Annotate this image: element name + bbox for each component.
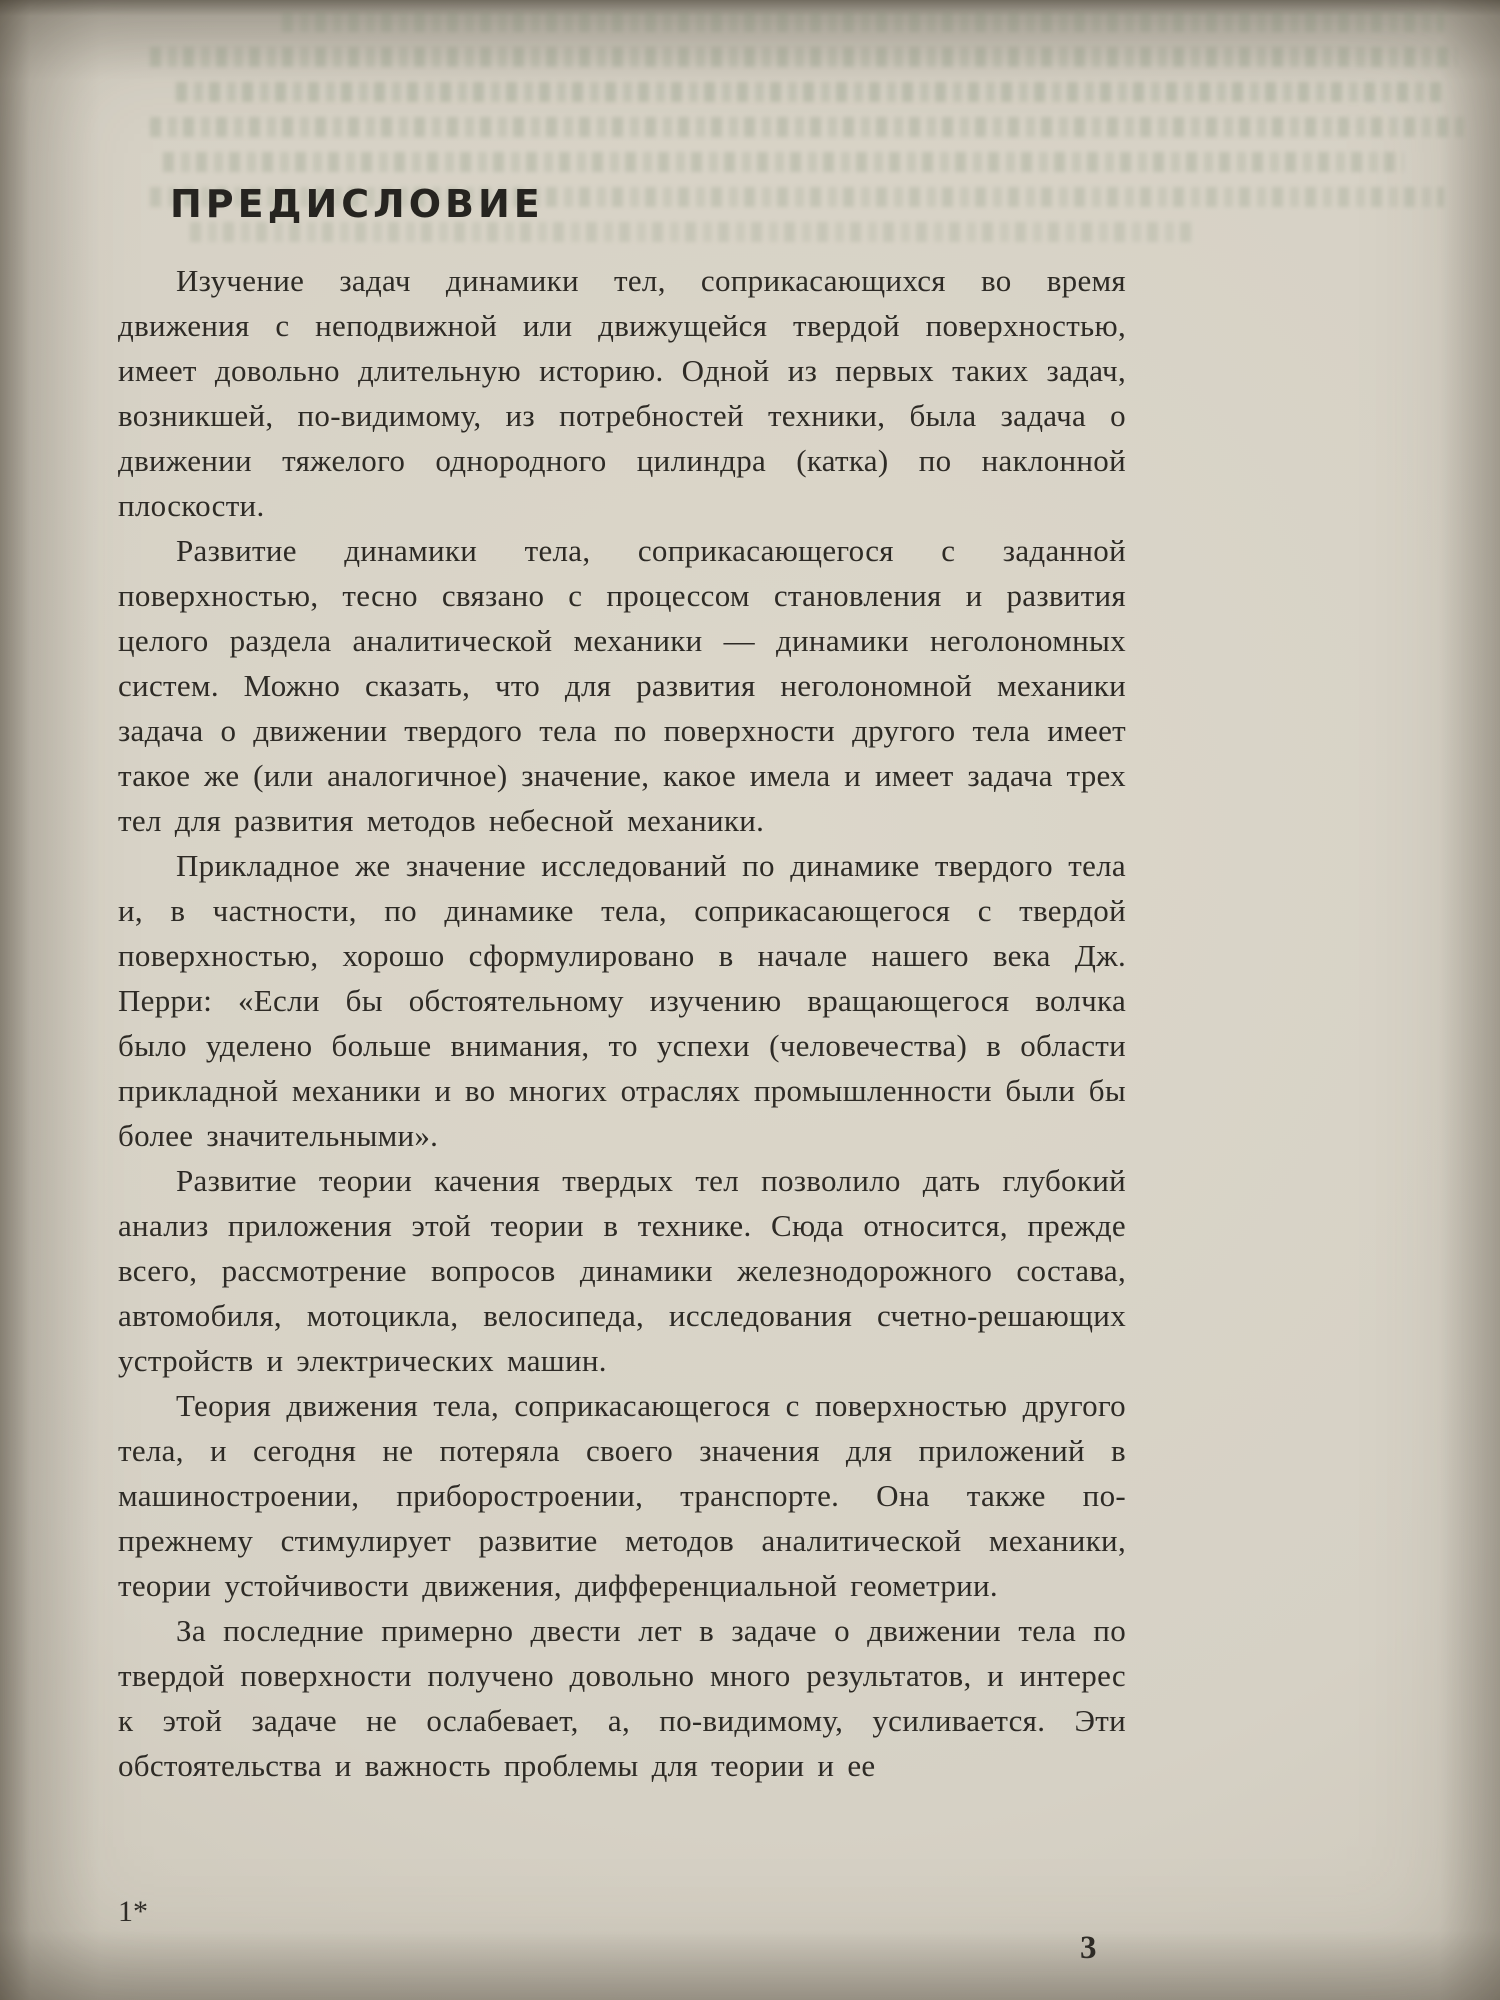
bleedthrough-line — [150, 47, 1457, 67]
bleedthrough-line — [163, 152, 1404, 172]
preface-paragraph-6: За последние примерно двести лет в задаче о движении тела по твердой поверхности получено довольно много результатов, и интерес к этой задаче не ослабевает, а, по-видимому, усиливается. Эти обстоятельства и важность проблемы для теории и ее — [118, 1613, 1126, 1783]
page-number: 3 — [1080, 1930, 1097, 1966]
preface-body — [118, 258, 1126, 1788]
signature-mark: 1* — [118, 1895, 148, 1928]
preface-paragraph-2: Развитие динамики тела, соприкасающегося с заданной поверхностью, тесно связано с процессом становления и развития целого раздела аналитической механики — динамики неголономных систем. Можно сказать, что для развития неголономной механики задача о движении твердого тела по поверхности другого тела имеет такое же (или аналогичное) значение, какое имела и имеет задача трех тел для развития методов небесной механики. — [118, 533, 1126, 838]
preface-paragraph-5: Теория движения тела, соприкасающегося с поверхностью другого тела, и сегодня не потеряла своего значения для приложений в машиностроении, приборостроении, транспорте. Она также по-прежнему стимулирует развитие методов аналитической механики, теории устойчивости движения, дифференциальной геометрии. — [118, 1388, 1126, 1603]
bleedthrough-line — [282, 12, 1444, 32]
bleedthrough-line — [150, 117, 1470, 137]
preface-title: ПРЕДИСЛОВИЕ — [170, 182, 544, 226]
preface-paragraph-3: Прикладное же значение исследований по динамике твердого тела и, в частности, по динамике тела, соприкасающегося с твердой поверхностью, хорошо сформулировано в начале нашего века Дж. Перри: «Если бы обстоятельному изучению вращающегося волчка было уделено больше внимания, то успехи (человечества) в области прикладной механики и во многих отраслях промышленности были бы более значительными». — [118, 848, 1126, 1153]
preface-paragraph-1: Изучение задач динамики тел, соприкасающихся во время движения с неподвижной или движущейся твердой поверхностью, имеет довольно длительную историю. Одной из первых таких задач, возникшей, по-видимому, из потребностей техники, была задача о движении тяжелого однородного цилиндра (катка) по наклонной плоскости. — [118, 263, 1126, 523]
preface-paragraph-4: Развитие теории качения твердых тел позволило дать глубокий анализ приложения этой теории в технике. Сюда относится, прежде всего, рассмотрение вопросов динамики железнодорожного состава, автомобиля, мотоцикла, велосипеда, исследования счетно-решающих устройств и электрических машин. — [118, 1163, 1126, 1378]
bleedthrough-line — [176, 82, 1443, 102]
